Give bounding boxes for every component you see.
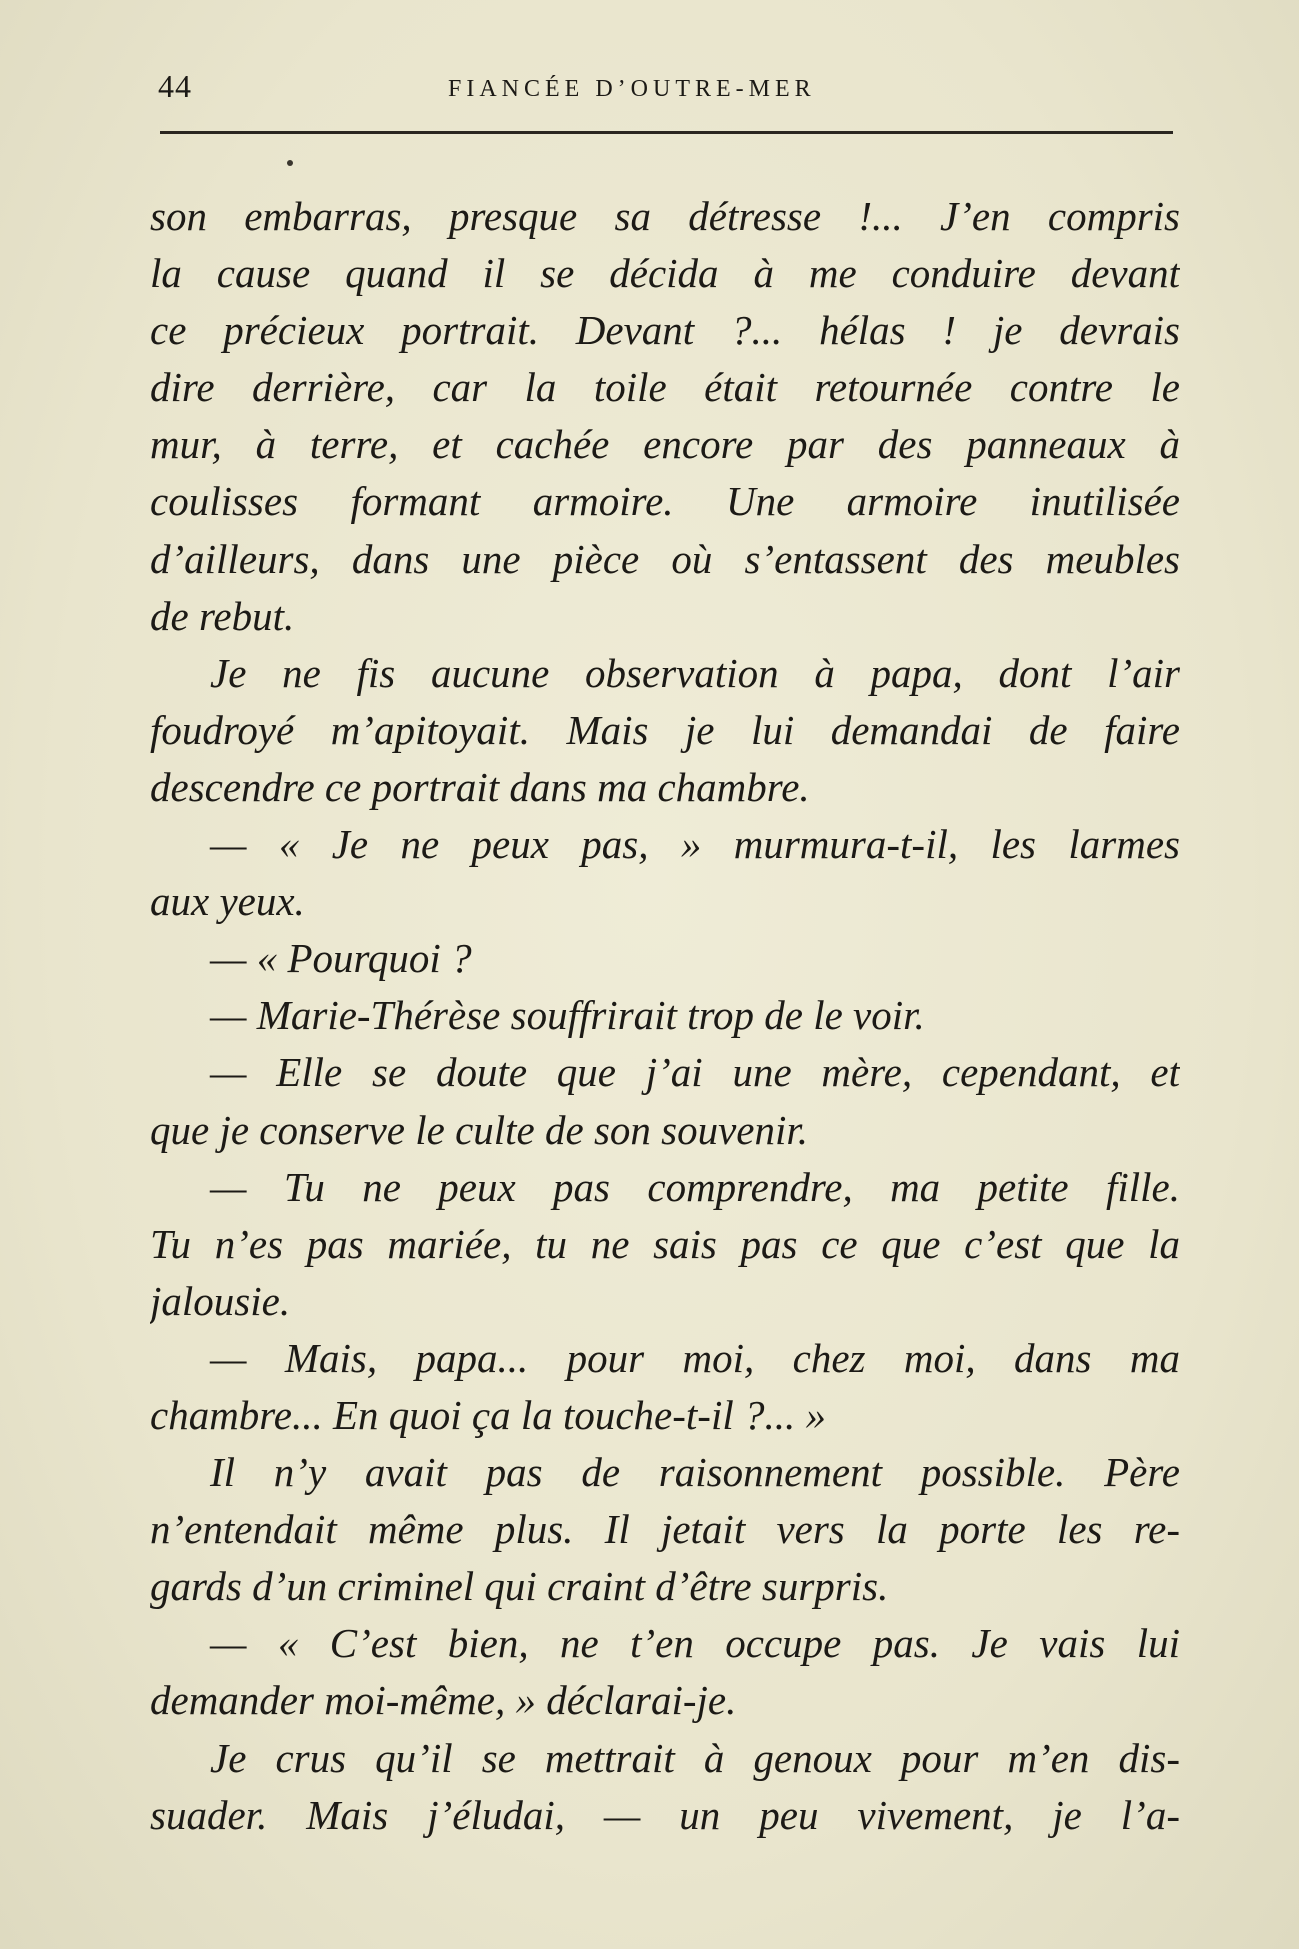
text-line: gards d’un criminel qui craint d’être surpris. [150, 1563, 889, 1610]
text-line: dire derrière, car la toile était retournée contre le [150, 364, 1180, 411]
text-line: Il n’y avait pas de raisonnement possible. Père [210, 1449, 1180, 1496]
text-line: aux yeux. [150, 878, 305, 925]
text-line: son embarras, presque sa détresse !... J’en compris [150, 193, 1180, 239]
page-header [158, 68, 1173, 108]
text-line: suader. Mais j’éludai, — un peu vivement, je l’a- [150, 1791, 1180, 1838]
text-line: Je ne fis aucune observation à papa, dont l’air [210, 649, 1180, 696]
header-rule [160, 131, 1173, 134]
running-title: FIANCÉE D’OUTRE-MER [448, 76, 816, 102]
text-line: chambre... En quoi ça la touche-t-il ?... » [150, 1391, 826, 1438]
text-line: mur, à terre, et cachée encore par des panneaux à [150, 421, 1180, 468]
text-line: foudroyé m’apitoyait. Mais je lui demandai de faire [150, 706, 1180, 753]
text-line: que je conserve le culte de son souvenir. [150, 1106, 809, 1153]
ink-speck [287, 160, 293, 166]
text-line: de rebut. [150, 592, 295, 639]
text-line: — « Je ne peux pas, » murmura-t-il, les larmes [210, 821, 1180, 868]
text-line: Je crus qu’il se mettrait à genoux pour m’en dis- [210, 1734, 1180, 1781]
text-line: descendre ce portrait dans ma chambre. [150, 763, 810, 810]
text-line: — « C’est bien, ne t’en occupe pas. Je vais lui [210, 1620, 1180, 1667]
text-line: — Mais, papa... pour moi, chez moi, dans ma [210, 1334, 1180, 1381]
text-line: — « Pourquoi ? [210, 935, 472, 982]
text-line: — Elle se doute que j’ai une mère, cependant, et [210, 1049, 1180, 1096]
text-line: Tu n’es pas mariée, tu ne sais pas ce que c’est que la [150, 1220, 1180, 1267]
text-line: coulisses formant armoire. Une armoire inutilisée [150, 478, 1180, 525]
text-line: demander moi-même, » déclarai-je. [150, 1677, 737, 1724]
page-number: 44 [158, 68, 192, 104]
text-line: d’ailleurs, dans une pièce où s’entassent des meubles [150, 535, 1180, 582]
text-line: — Marie-Thérèse souffrirait trop de le voir. [210, 992, 925, 1039]
text-line: la cause quand il se décida à me conduire devant [150, 250, 1180, 297]
text-line: — Tu ne peux pas comprendre, ma petite fille. [210, 1163, 1180, 1210]
text-line: n’entendait même plus. Il jetait vers la porte les re- [150, 1506, 1180, 1553]
text-line: jalousie. [150, 1277, 291, 1324]
body-text [150, 188, 1180, 1844]
text-line: ce précieux portrait. Devant ?... hélas ! je devrais [150, 307, 1180, 354]
